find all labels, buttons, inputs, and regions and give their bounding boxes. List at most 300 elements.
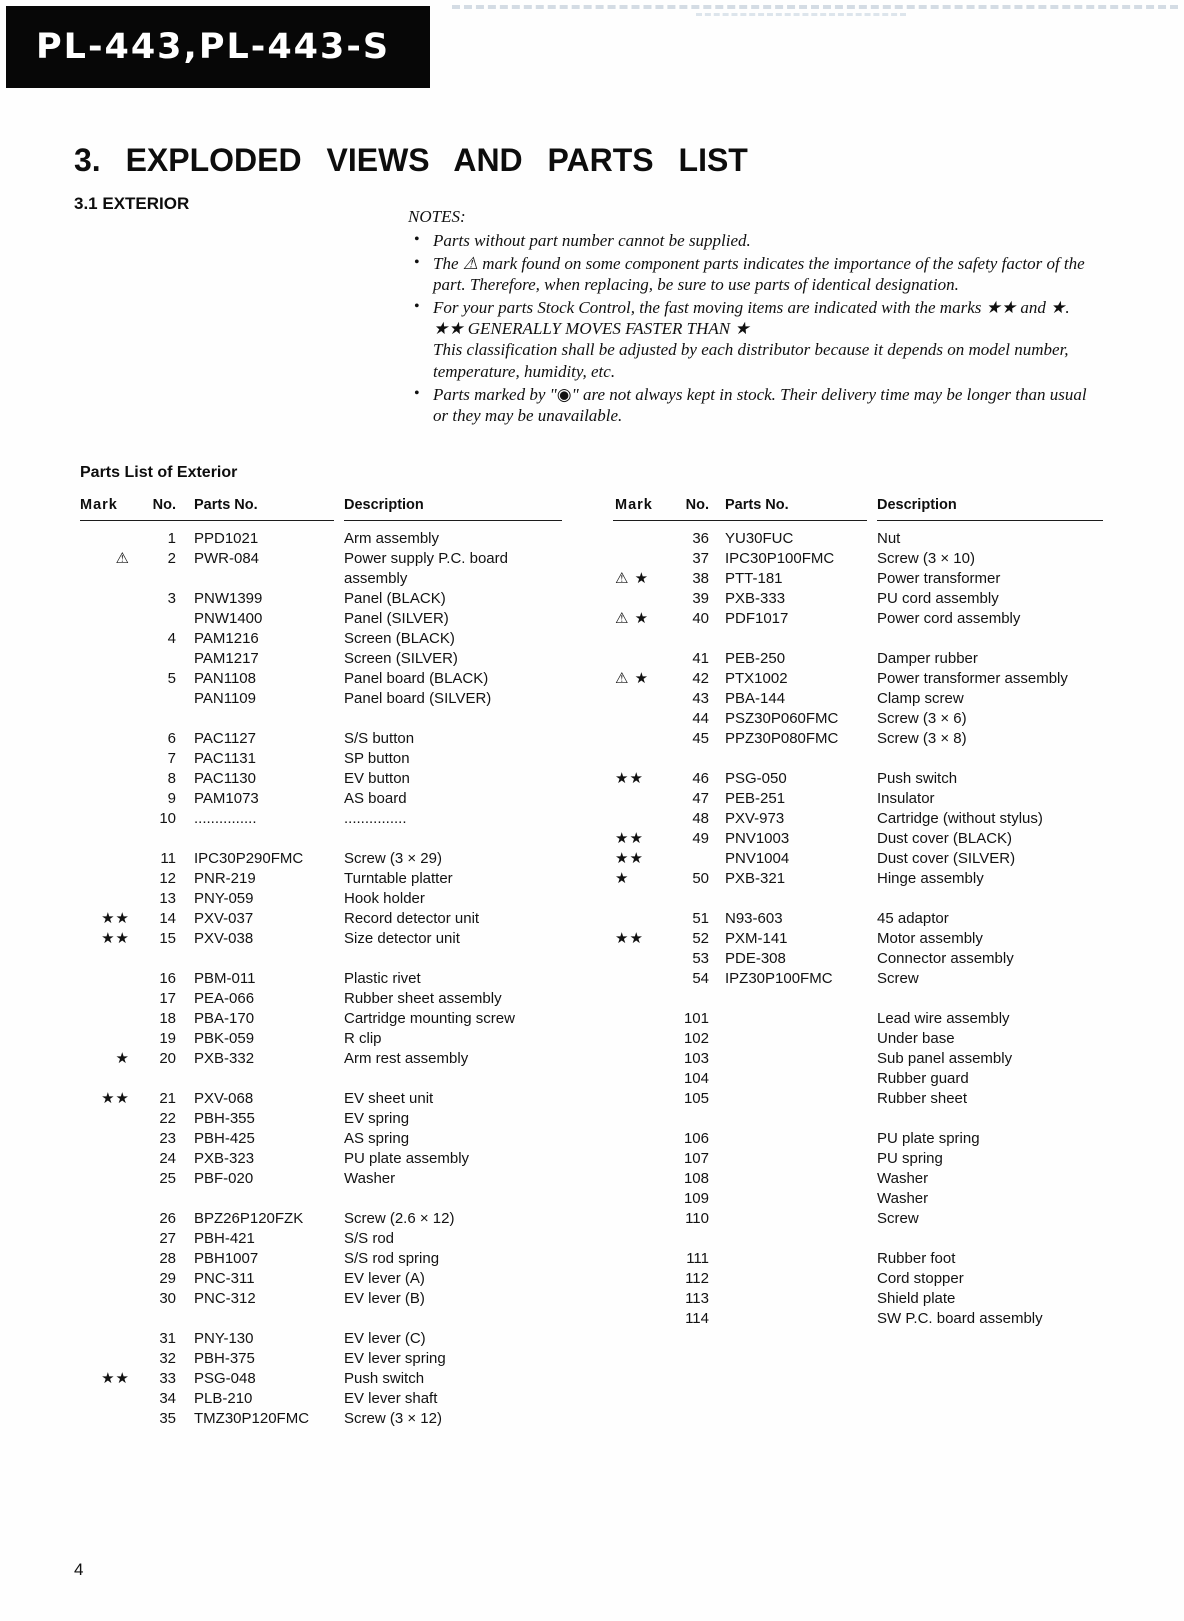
parts-no-cell (725, 1189, 877, 1209)
parts-no-cell: PDE-308 (725, 950, 786, 967)
description-cell: Clamp screw (877, 690, 964, 707)
description-cell: EV lever (A) (344, 1270, 425, 1287)
parts-no-cell (725, 1209, 877, 1229)
description-cell: Damper rubber (877, 650, 978, 667)
parts-no-cell: PBH-421 (194, 1230, 255, 1247)
description-cell: Push switch (877, 770, 958, 787)
mark-cell (80, 1349, 136, 1369)
mark-cell: ★★ (101, 1370, 130, 1387)
parts-row (613, 1149, 1103, 1169)
parts-row (613, 1169, 1103, 1189)
no-cell: 19 (159, 1030, 176, 1047)
no-cell: 111 (686, 1250, 709, 1267)
description-cell: Connector assembly (877, 950, 1014, 967)
parts-no-cell: PXV-037 (194, 910, 254, 927)
description-cell: Screw (3 × 10) (877, 550, 975, 567)
parts-table-left (80, 497, 562, 1449)
parts-no-cell: PNV1003 (725, 830, 790, 847)
mark-cell: ★★ (615, 830, 644, 847)
parts-row (80, 1009, 562, 1029)
mark-cell (613, 1169, 673, 1189)
parts-row (613, 649, 1103, 669)
mark-cell: ⚠ ★ (615, 670, 650, 687)
mark-cell: ⚠ ★ (615, 570, 650, 587)
parts-row (613, 1089, 1103, 1109)
mark-cell (613, 1269, 673, 1289)
mark-cell (80, 1269, 136, 1289)
parts-row (613, 529, 1103, 549)
parts-row (613, 1309, 1103, 1329)
parts-no-cell: PBH-425 (194, 1130, 255, 1147)
mark-cell (613, 1029, 673, 1049)
parts-no-cell: PAC1130 (194, 770, 256, 787)
note-line: • Parts without part number cannot be supplied. (433, 231, 751, 251)
description-cell: Rubber sheet assembly (344, 990, 502, 1007)
parts-row (613, 669, 1103, 689)
parts-row (80, 1369, 562, 1389)
parts-row-group (613, 1129, 1103, 1229)
header-parts-no: Parts No. (725, 497, 789, 513)
mark-cell (613, 1189, 673, 1209)
no-cell: 114 (685, 1310, 709, 1327)
description-cell: Cartridge (without stylus) (877, 810, 1043, 827)
mark-cell (80, 1289, 136, 1309)
no-cell: 26 (159, 1210, 176, 1227)
subsection-title: 3.1 EXTERIOR (74, 194, 190, 213)
parts-row (80, 929, 562, 949)
no-cell: 103 (683, 1050, 709, 1067)
no-cell: 53 (692, 950, 709, 967)
mark-cell (613, 969, 673, 989)
note-line: • Parts marked by "◉" are not always kept in stock. Their delivery time may be longer than usual or they may be unavailable. (433, 384, 1087, 425)
description-cell: R clip (344, 1030, 382, 1047)
no-cell: 54 (692, 970, 709, 987)
mark-cell (80, 1209, 136, 1229)
description-cell: Hook holder (344, 890, 425, 907)
description-cell: Record detector unit (344, 910, 480, 927)
no-cell: 110 (685, 1210, 709, 1227)
parts-row (613, 1129, 1103, 1149)
description-cell: Rubber sheet (877, 1090, 968, 1107)
parts-row-group (613, 1009, 1103, 1109)
no-cell: 39 (692, 590, 709, 607)
no-cell: 11 (160, 850, 176, 867)
mark-cell (80, 729, 136, 749)
parts-no-cell: PAN1109 (194, 690, 256, 707)
parts-no-cell: PBA-144 (725, 690, 786, 707)
parts-no-cell (725, 1049, 877, 1069)
description-cell: Washer (344, 1170, 396, 1187)
mark-cell (80, 629, 136, 649)
parts-row (80, 549, 562, 589)
parts-no-cell: PDF1017 (725, 610, 789, 627)
description-cell: Arm assembly (344, 530, 440, 547)
parts-row-group (613, 1249, 1103, 1329)
parts-no-cell: PNR-219 (194, 870, 256, 887)
parts-row (80, 1029, 562, 1049)
mark-cell (613, 1049, 673, 1069)
no-cell: 18 (159, 1010, 176, 1027)
no-cell: 6 (167, 730, 176, 747)
parts-no-cell: IPC30P290FMC (194, 850, 304, 867)
mark-cell (80, 749, 136, 769)
mark-cell (613, 549, 673, 569)
description-cell: S/S rod (344, 1230, 395, 1247)
parts-row (613, 1189, 1103, 1209)
description-cell: Arm rest assembly (344, 1050, 469, 1067)
mark-cell (80, 769, 136, 789)
mark-cell (80, 1409, 136, 1429)
no-cell: 5 (167, 670, 176, 687)
parts-no-cell: PNW1399 (194, 590, 263, 607)
parts-no-cell: PBM-011 (194, 970, 256, 987)
description-cell: Sub panel assembly (877, 1050, 1013, 1067)
description-cell: Power supply P.C. board assembly (344, 550, 508, 587)
parts-no-cell (725, 1309, 877, 1329)
notes-label: NOTES: (408, 207, 466, 226)
parts-row (80, 1409, 562, 1429)
parts-row (80, 789, 562, 809)
description-cell: Lead wire assembly (877, 1010, 1010, 1027)
header-rule (344, 520, 562, 521)
parts-no-cell: YU30FUC (725, 530, 794, 547)
parts-no-cell: PXM-141 (725, 930, 788, 947)
mark-cell (80, 589, 136, 609)
no-cell: 43 (692, 690, 709, 707)
parts-no-cell: PNY-130 (194, 1330, 254, 1347)
parts-no-cell: PXB-323 (194, 1150, 255, 1167)
parts-no-cell: PXV-973 (725, 810, 785, 827)
parts-no-cell: PNY-059 (194, 890, 254, 907)
parts-no-cell (725, 1289, 877, 1309)
parts-row (613, 829, 1103, 849)
description-cell: PU plate assembly (344, 1150, 470, 1167)
parts-row (80, 1169, 562, 1189)
description-cell: PU plate spring (877, 1130, 980, 1147)
no-cell: 106 (683, 1130, 709, 1147)
parts-row (613, 1069, 1103, 1089)
description-cell: Hinge assembly (877, 870, 984, 887)
parts-no-cell: PBK-059 (194, 1030, 255, 1047)
mark-cell (80, 1389, 136, 1409)
mark-cell (613, 809, 673, 829)
parts-row-group (613, 909, 1103, 989)
mark-cell (80, 869, 136, 889)
parts-row (80, 749, 562, 769)
parts-no-cell: PBH1007 (194, 1250, 259, 1267)
no-cell: 35 (159, 1410, 176, 1427)
parts-no-cell: PSZ30P060FMC (725, 710, 839, 727)
mark-cell (613, 1309, 673, 1329)
parts-no-cell (725, 1069, 877, 1089)
parts-rows-left (80, 529, 562, 1429)
parts-row-group (80, 529, 562, 709)
description-cell: S/S button (344, 730, 415, 747)
parts-no-cell: PXV-068 (194, 1090, 254, 1107)
description-cell: Panel (SILVER) (344, 610, 449, 627)
parts-row (80, 869, 562, 889)
parts-row (613, 609, 1103, 629)
no-cell: 30 (159, 1290, 176, 1307)
mark-cell (80, 689, 136, 709)
parts-row (80, 529, 562, 549)
mark-cell (613, 1249, 673, 1269)
parts-row (80, 1129, 562, 1149)
mark-cell (613, 949, 673, 969)
parts-no-cell: PSG-050 (725, 770, 787, 787)
parts-row-group (80, 849, 562, 949)
description-cell: Screw (3 × 6) (877, 710, 967, 727)
mark-cell (80, 989, 136, 1009)
parts-row (80, 1209, 562, 1229)
parts-row (613, 549, 1103, 569)
description-cell: Washer (877, 1190, 929, 1207)
no-cell: 48 (692, 810, 709, 827)
no-cell (673, 849, 709, 869)
no-cell: 2 (167, 550, 176, 567)
header-rule (80, 520, 334, 521)
parts-row (80, 1289, 562, 1309)
description-cell: Nut (877, 530, 901, 547)
mark-cell (80, 1169, 136, 1189)
no-cell: 28 (159, 1250, 176, 1267)
header-mark: Mark (615, 497, 653, 513)
parts-no-cell: PBH-375 (194, 1350, 255, 1367)
parts-row-group (613, 649, 1103, 749)
parts-no-cell: PXB-321 (725, 870, 786, 887)
parts-no-cell: PAC1127 (194, 730, 256, 747)
parts-row-group (80, 1329, 562, 1429)
mark-cell: ★★ (101, 910, 130, 927)
parts-row (80, 1149, 562, 1169)
description-cell: AS board (344, 790, 407, 807)
mark-cell (80, 1149, 136, 1169)
mark-cell: ⚠ (115, 550, 130, 567)
no-cell: 40 (692, 610, 709, 627)
no-cell: 22 (159, 1110, 176, 1127)
mark-cell (80, 1329, 136, 1349)
description-cell: Plastic rivet (344, 970, 421, 987)
description-cell: Panel board (BLACK) (344, 670, 489, 687)
no-cell: 32 (159, 1350, 176, 1367)
parts-row (80, 609, 562, 629)
mark-cell (80, 649, 136, 669)
description-cell: Screw (877, 1210, 919, 1227)
no-cell: 52 (692, 930, 709, 947)
description-cell: Panel (BLACK) (344, 590, 446, 607)
parts-row (613, 949, 1103, 969)
no-cell: 23 (159, 1130, 176, 1147)
mark-cell (80, 809, 136, 829)
parts-row (80, 889, 562, 909)
parts-row (80, 1089, 562, 1109)
parts-no-cell: PXV-038 (194, 930, 254, 947)
no-cell: 107 (683, 1150, 709, 1167)
mark-cell (80, 1129, 136, 1149)
parts-row (80, 1329, 562, 1349)
no-cell: 46 (692, 770, 709, 787)
description-cell: Rubber foot (877, 1250, 956, 1267)
description-cell: Push switch (344, 1370, 425, 1387)
parts-no-cell: PXB-333 (725, 590, 786, 607)
parts-no-cell: PEB-251 (725, 790, 786, 807)
parts-no-cell: BPZ26P120FZK (194, 1210, 304, 1227)
header-rule (613, 520, 867, 521)
parts-no-cell: PNC-311 (194, 1270, 255, 1287)
mark-cell: ★★ (615, 850, 644, 867)
parts-no-cell (725, 1149, 877, 1169)
mark-cell (613, 1289, 673, 1309)
parts-row (80, 1049, 562, 1069)
description-cell: Screw (3 × 8) (877, 730, 967, 747)
parts-row (613, 929, 1103, 949)
no-cell (136, 609, 176, 629)
parts-no-cell: TMZ30P120FMC (194, 1410, 310, 1427)
mark-cell: ⚠ ★ (615, 610, 650, 627)
parts-row (613, 969, 1103, 989)
no-cell: 45 (692, 730, 709, 747)
no-cell: 105 (683, 1090, 709, 1107)
description-cell: Shield plate (877, 1290, 956, 1307)
header-mark: Mark (80, 497, 118, 513)
description-cell: Power transformer assembly (877, 670, 1068, 687)
description-cell: EV button (344, 770, 410, 787)
no-cell: 15 (159, 930, 176, 947)
parts-row (613, 809, 1103, 829)
header-description: Description (344, 497, 424, 513)
parts-row (613, 1209, 1103, 1229)
no-cell: 50 (692, 870, 709, 887)
mark-cell: ★★ (101, 930, 130, 947)
no-cell: 8 (167, 770, 176, 787)
parts-no-cell: PNV1004 (725, 850, 790, 867)
parts-row-group (80, 1089, 562, 1189)
parts-row (613, 869, 1103, 889)
parts-row (613, 589, 1103, 609)
parts-no-cell: PNC-312 (194, 1290, 256, 1307)
parts-row (613, 1009, 1103, 1029)
parts-no-cell: IPZ30P100FMC (725, 970, 833, 987)
mark-cell: ★★ (615, 770, 644, 787)
parts-no-cell: PAM1216 (194, 630, 259, 647)
parts-row-group (80, 729, 562, 829)
mark-cell (613, 789, 673, 809)
parts-no-cell: PNW1400 (194, 610, 263, 627)
parts-no-cell: PWR-084 (194, 550, 260, 567)
parts-no-cell: PBF-020 (194, 1170, 254, 1187)
no-cell (136, 649, 176, 669)
no-cell: 41 (692, 650, 709, 667)
no-cell: 108 (683, 1170, 709, 1187)
parts-no-cell: PXB-332 (194, 1050, 255, 1067)
mark-cell (80, 669, 136, 689)
mark-cell (80, 609, 136, 629)
no-cell: 4 (167, 630, 176, 647)
parts-no-cell: PAN1108 (194, 670, 256, 687)
mark-cell (613, 1069, 673, 1089)
model-number: PL-443,PL-443-S (36, 27, 391, 67)
parts-row (613, 1249, 1103, 1269)
parts-no-cell: PAM1217 (194, 650, 259, 667)
parts-no-cell (725, 1169, 877, 1189)
parts-row-group (80, 1209, 562, 1309)
page-number: 4 (74, 1560, 84, 1579)
parts-row-group (613, 769, 1103, 889)
no-cell: 109 (683, 1190, 709, 1207)
parts-rows-right (613, 529, 1103, 1329)
description-cell: AS spring (344, 1130, 410, 1147)
parts-no-cell: N93-603 (725, 910, 783, 927)
section-title: 3. EXPLODED VIEWS AND PARTS LIST (74, 142, 748, 178)
parts-list-heading: Parts List of Exterior (80, 464, 238, 481)
parts-row (80, 629, 562, 649)
description-cell: ............... (344, 810, 407, 827)
no-cell: 27 (159, 1230, 176, 1247)
parts-row (613, 789, 1103, 809)
mark-cell (80, 889, 136, 909)
parts-no-cell: PBA-170 (194, 1010, 255, 1027)
parts-row (80, 1229, 562, 1249)
no-cell: 10 (159, 810, 176, 827)
parts-no-cell: PPD1021 (194, 530, 259, 547)
mark-cell: ★ (115, 1050, 130, 1067)
parts-row (80, 649, 562, 669)
parts-row (613, 569, 1103, 589)
description-cell: PU cord assembly (877, 590, 999, 607)
parts-no-cell (725, 1129, 877, 1149)
no-cell: 3 (167, 590, 176, 607)
parts-no-cell: IPC30P100FMC (725, 550, 835, 567)
description-cell: EV lever shaft (344, 1390, 438, 1407)
mark-cell (80, 1229, 136, 1249)
table-header-left (80, 497, 562, 521)
description-cell: EV lever (B) (344, 1290, 425, 1307)
header-description: Description (877, 497, 957, 513)
description-cell: SP button (344, 750, 410, 767)
mark-cell (80, 789, 136, 809)
note-line: • The ⚠ mark found on some component parts indicates the importance of the safety factor of the part. Therefore, when replacing, be sure to use parts of identical designation. (433, 254, 1085, 295)
parts-no-cell: PTX1002 (725, 670, 788, 687)
no-cell: 38 (692, 570, 709, 587)
no-cell: 21 (159, 1090, 176, 1107)
header-rule (877, 520, 1103, 521)
header-no: No. (152, 497, 176, 513)
parts-row (80, 729, 562, 749)
parts-no-cell: PAM1073 (194, 790, 259, 807)
description-cell: Motor assembly (877, 930, 983, 947)
no-cell: 7 (167, 750, 176, 767)
note-line: This classification shall be adjusted by each distributor because it depends on model number, temperature, humidity, etc. (433, 340, 1069, 381)
mark-cell: ★★ (101, 1090, 130, 1107)
parts-row (613, 769, 1103, 789)
description-cell: Screen (BLACK) (344, 630, 455, 647)
description-cell: Screw (3 × 29) (344, 850, 442, 867)
no-cell: 16 (159, 970, 176, 987)
header-parts-no: Parts No. (194, 497, 258, 513)
parts-row (613, 909, 1103, 929)
no-cell: 102 (683, 1030, 709, 1047)
parts-no-cell (725, 1029, 877, 1049)
mark-cell (80, 1009, 136, 1029)
no-cell: 24 (159, 1150, 176, 1167)
mark-cell (613, 1009, 673, 1029)
parts-no-cell (725, 1269, 877, 1289)
mark-cell: ★★ (615, 930, 644, 947)
parts-row (80, 809, 562, 829)
mark-cell (613, 909, 673, 929)
description-cell: Dust cover (SILVER) (877, 850, 1016, 867)
no-cell: 1 (167, 530, 176, 547)
